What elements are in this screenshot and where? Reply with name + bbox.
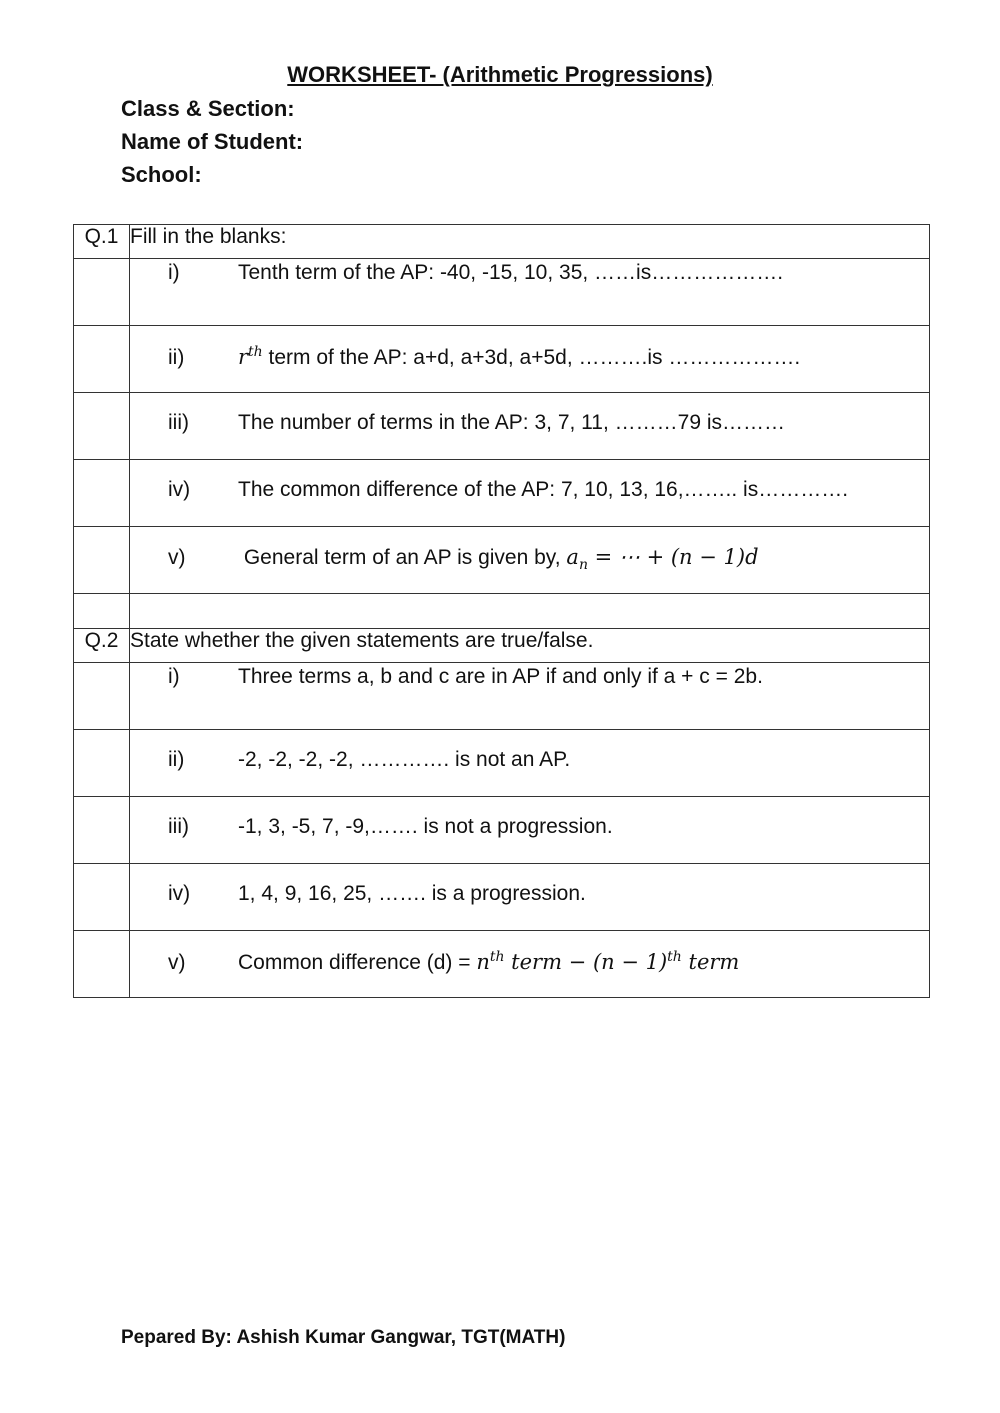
- math-r: r: [238, 345, 249, 369]
- q2-item-text: 1, 4, 9, 16, 25, ……. is a progression.: [238, 882, 586, 905]
- q2-item-lead: Common difference (d) =: [238, 951, 477, 974]
- school-label: School:: [121, 162, 202, 187]
- q2-item-row: [74, 663, 930, 730]
- math-formula: = ⋯ + (n − 1)d: [587, 545, 759, 569]
- math-sup-th: th: [667, 949, 682, 965]
- math-a: a: [566, 545, 579, 569]
- item-number: v): [168, 546, 186, 569]
- q2-item-row: [74, 730, 930, 797]
- q1-item-rest: term of the AP: a+d, a+3d, a+5d, ……….is ……………….: [262, 346, 801, 369]
- q2-heading: State whether the given statements are true/false.: [130, 629, 930, 663]
- class-section-label: Class & Section:: [121, 96, 295, 121]
- math-term: term: [681, 950, 740, 974]
- item-number: i): [168, 261, 180, 284]
- worksheet-title: WORKSHEET- (Arithmetic Progressions): [287, 62, 713, 87]
- q1-item-text: [238, 326, 800, 370]
- q2-item-row: [74, 864, 930, 931]
- q1-item-text: The number of terms in the AP: 3, 7, 11, ………79 is………: [238, 411, 785, 434]
- q2-item-text: [238, 931, 739, 975]
- q2-header-row: [74, 629, 930, 663]
- q2-item-row: [74, 797, 930, 864]
- prepared-by: Pepared By: Ashish Kumar Gangwar, TGT(MATH): [121, 1327, 566, 1348]
- item-number: i): [168, 665, 180, 688]
- item-number: iv): [168, 478, 191, 501]
- q1-header-row: [74, 225, 930, 259]
- q1-item-text: Tenth term of the AP: -40, -15, 10, 35, ……is……………….: [238, 261, 784, 284]
- item-number: v): [168, 951, 186, 974]
- q1-item-text: The common difference of the AP: 7, 10, 13, 16,…….. is………….: [238, 478, 849, 501]
- item-number: iv): [168, 882, 191, 905]
- q1-item-lead: General term of an AP is given by,: [243, 546, 567, 569]
- q2-item-text: -1, 3, -5, 7, -9,……. is not a progression.: [238, 815, 613, 838]
- q1-number: Q.1: [74, 225, 130, 259]
- q1-item-row: [74, 393, 930, 460]
- q1-item-row: [74, 326, 930, 393]
- q2-item-row: [74, 931, 930, 998]
- math-sub-n: n: [578, 557, 588, 573]
- spacer-row: [74, 594, 930, 629]
- item-number: ii): [168, 748, 185, 771]
- q1-heading: Fill in the blanks:: [130, 225, 930, 259]
- item-number: iii): [168, 815, 189, 838]
- q1-item-row: [74, 460, 930, 527]
- q1-item-text: [238, 527, 759, 573]
- student-name-label: Name of Student:: [121, 129, 304, 154]
- math-sup-th: th: [248, 344, 263, 360]
- worksheet-table: [73, 224, 930, 998]
- q1-item-row: [74, 259, 930, 326]
- item-number: iii): [168, 411, 189, 434]
- q1-item-row: [74, 527, 930, 594]
- q2-item-text: -2, -2, -2, -2, …………. is not an AP.: [238, 748, 571, 771]
- q2-number: Q.2: [74, 629, 130, 663]
- math-n: n: [476, 950, 490, 974]
- math-term-minus: term − (n − 1): [504, 950, 668, 974]
- q2-item-text: Three terms a, b and c are in AP if and only if a + c = 2b.: [238, 665, 763, 688]
- item-number: ii): [168, 346, 185, 369]
- math-sup-th: th: [489, 949, 505, 965]
